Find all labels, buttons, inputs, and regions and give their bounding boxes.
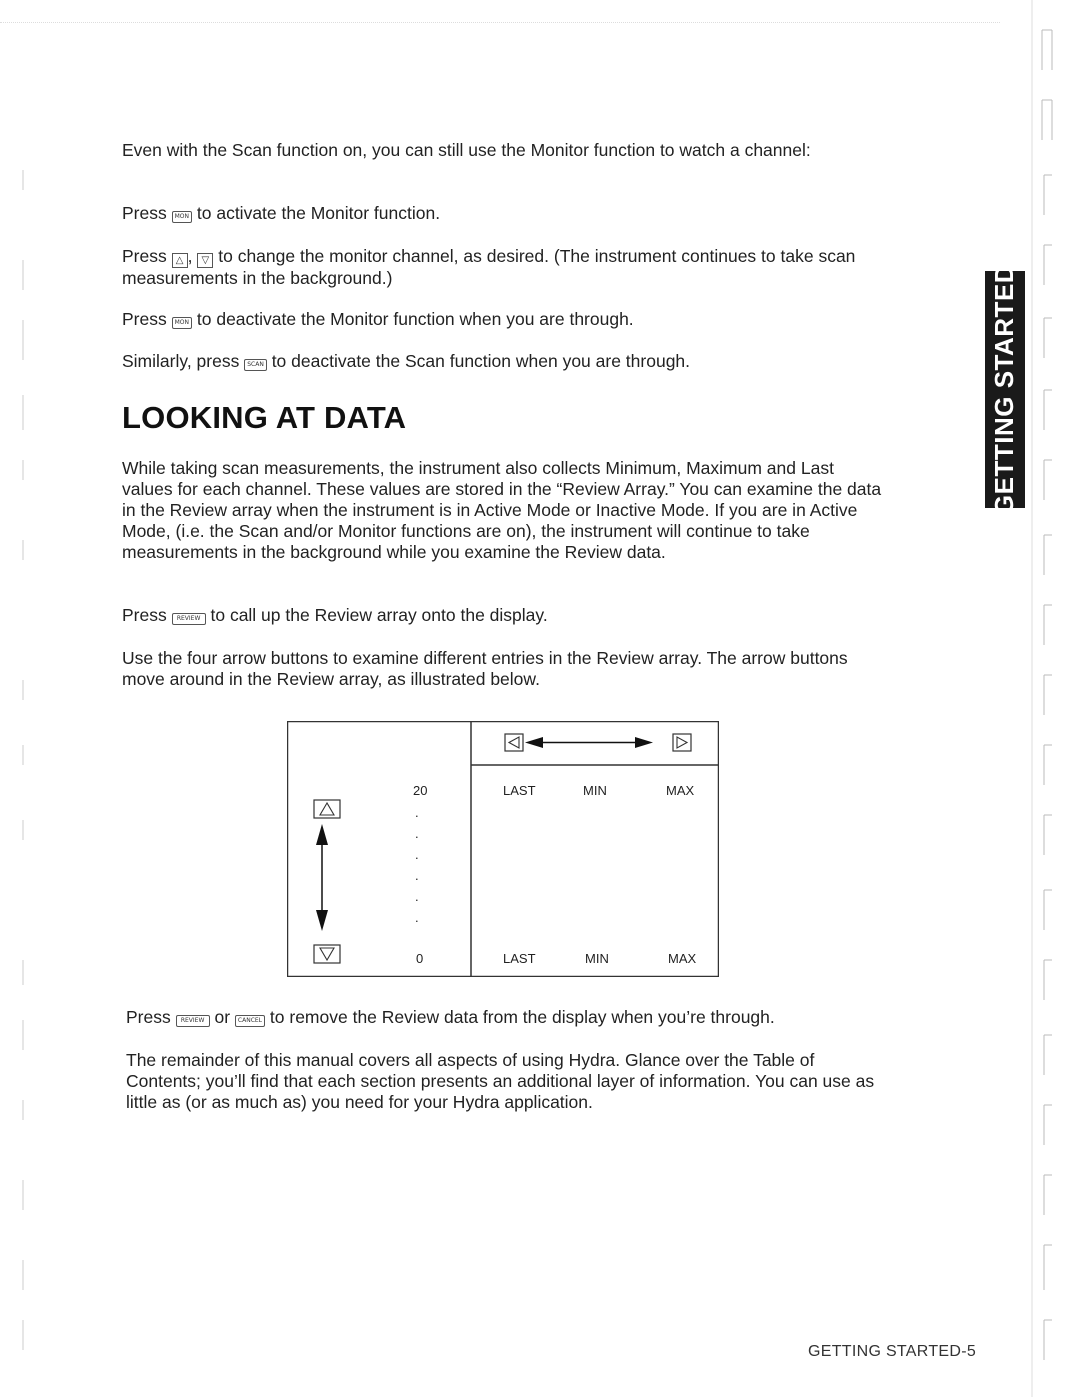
step-activate-monitor: Press MON to activate the Monitor function. <box>122 203 441 223</box>
page-edge-marks <box>1030 0 1070 1397</box>
cancel-key-icon: CANCEL <box>235 1015 265 1027</box>
channel-top-label: 20 <box>413 783 428 798</box>
col-last-top: LAST <box>503 783 536 798</box>
col-min-top: MIN <box>583 783 607 798</box>
mon-key-icon: MON <box>172 317 192 329</box>
section-thumb-tab <box>985 263 1025 516</box>
channel-dot: . <box>415 826 419 841</box>
step-deactivate-monitor: Press MON to deactivate the Monitor function when you are through. <box>122 309 634 329</box>
review-array-paragraph: While taking scan measurements, the instrument also collects Minimum, Maximum and Last values for each channel. These values are stored in the “Review Array.” You can examine the data in the Review array when the instrument is in Active Mode or Inactive Mode. If you are in Active Mode, (i.e. the Scan and/or Monitor functions are on), the instrument will continue to take measurements in the background while you examine the Review data. <box>122 458 882 562</box>
channel-bottom-label: 0 <box>416 951 424 966</box>
review-key-icon: REVIEW <box>172 613 206 625</box>
col-last-bottom: LAST <box>503 951 536 966</box>
review-array-diagram <box>287 721 719 977</box>
review-key-icon: REVIEW <box>176 1015 210 1027</box>
diagram-frame <box>288 722 719 977</box>
step-call-review: Press REVIEW to call up the Review array onto the display. <box>122 605 548 625</box>
down-arrow-key-icon: ▽ <box>197 253 213 268</box>
scan-key-icon: SCAN <box>244 359 267 371</box>
section-heading: LOOKING AT DATA <box>122 400 407 435</box>
page-binding-marks <box>20 0 26 1397</box>
step-change-channel: Press △ , ▽ to change the monitor channel, as desired. (The instrument continues to take scan measurements in the background.) <box>122 246 856 288</box>
down-arrow-key-icon <box>314 945 340 963</box>
channel-dot: . <box>415 847 419 862</box>
step-deactivate-scan: Similarly, press SCAN to deactivate the Scan function when you are through. <box>122 351 691 371</box>
col-min-bottom: MIN <box>585 951 609 966</box>
col-max-bottom: MAX <box>668 951 697 966</box>
page-footer: GETTING STARTED-5 <box>808 1343 977 1360</box>
step-remove-review: Press REVIEW or CANCEL to remove the Review data from the display when you’re through. <box>126 1007 775 1027</box>
left-arrow-key-icon <box>505 734 523 751</box>
top-scan-line <box>0 22 1000 24</box>
section-thumb-tab-label: GETTING STARTED <box>989 263 1020 516</box>
mon-key-icon: MON <box>172 211 192 223</box>
intro-paragraph: Even with the Scan function on, you can still use the Monitor function to watch a channel: <box>122 140 811 160</box>
col-max-top: MAX <box>666 783 695 798</box>
channel-dot: . <box>415 868 419 883</box>
closing-paragraph: The remainder of this manual covers all aspects of using Hydra. Glance over the Table of Contents; you’ll find that each section presents an additional layer of information. You can use as little as (or as much as) you need for your Hydra application. <box>126 1050 875 1112</box>
right-arrow-key-icon <box>673 734 691 751</box>
up-arrow-key-icon <box>314 800 340 818</box>
vertical-double-arrow-icon <box>316 824 328 931</box>
arrow-buttons-paragraph: Use the four arrow buttons to examine different entries in the Review array. The arrow buttons move around in the Review array, as illustrated below. <box>122 648 848 689</box>
channel-dot: . <box>415 910 419 925</box>
up-arrow-key-icon: △ <box>172 253 188 268</box>
horizontal-double-arrow-icon <box>525 737 653 748</box>
channel-dot: . <box>415 889 419 904</box>
channel-dot: . <box>415 805 419 820</box>
